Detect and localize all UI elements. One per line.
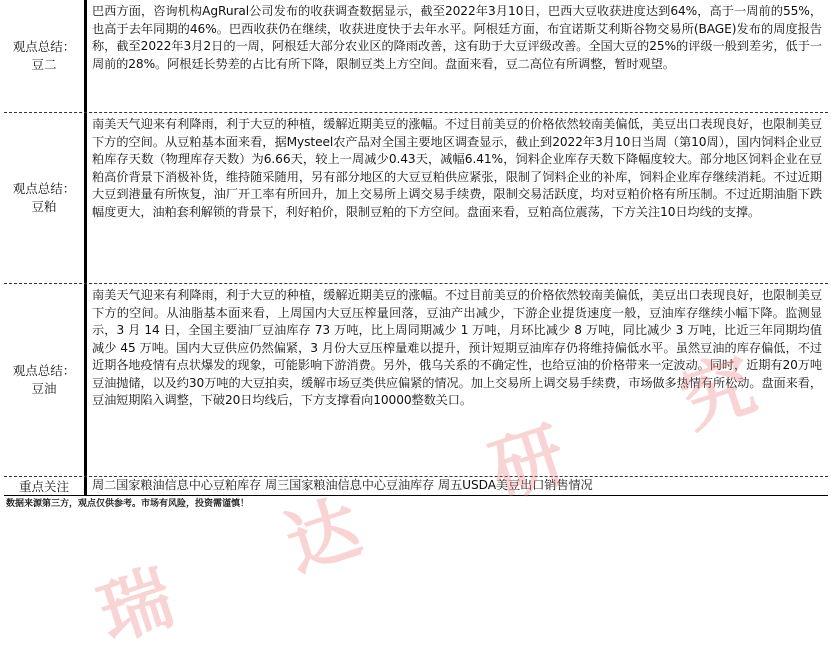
row-label [4, 113, 84, 283]
row-content: 南美天气迎来有利降雨，利于大豆的种植，缓解近期美豆的涨幅。不过目前美豆的价格依然较南美偏低，美豆出口表现良好，也限制美豆下方的空间。从豆粕基本面来看，据Mysteel农产品对全国主要地区调查显示，截止到2022年3月10日当周（第10周），国内饲料企业豆粕库存天数（物理库存天数）为6.66天，较上一周减少0.43天，减幅6.41%，饲料企业库存天数下降幅度较大。部分地区饲料企业在豆粕高价背景下消极补货，维持随采随用，另有部分地区的大豆豆粕供应紧张，限制了饲料企业的补库，饲料企业库存继续消耗。不过近期大豆到港量有所恢复，油厂开工率有所回升，加上交易所上调交易手续费，限制交易活跃度，均对豆粕价格有所压制。不过近期油脂下跌幅度更大，油粕套利解锁的背景下，利好粕价，限制豆粕的下方空间。盘面来看，豆粕高位震荡，下方关注10日均线的支撑。 [92, 117, 822, 219]
row-label-title: 观点总结： [12, 363, 76, 378]
disclaimer-text: 数据来源第三方，观点仅供参考。市场有风险，投资需谨慎！ [6, 499, 250, 509]
summary-table [4, 0, 828, 496]
table-row-focus [4, 477, 828, 496]
watermark-char: 究 [670, 340, 766, 444]
table-row-soyoil [4, 284, 828, 477]
focus-content: 周二国家粮油信息中心豆粕库存 周三国家粮油信息中心豆油库存 周五USDA美豆出口销售情况 [92, 478, 593, 492]
table-row-soybean2 [4, 0, 828, 113]
row-content: 巴西方面，咨询机构AgRural公司发布的收获调查数据显示，截至2022年3月10日，巴西大豆收获进度达到64%，高于一周前的55%，也高于去年同期的46%。巴西收获仍在继续，收获进度快于去年水平。阿根廷方面，布宜诺斯艾利斯谷物交易所(BAGE)发布的周度报告称，截至2022年3月2日的一周，阿根廷大部分农业区的降雨改善，这有助于大豆评级改善。全国大豆的25%的评级一般到差劣，低于一周前的28%。阿根廷长势差的占比有所下降，限制豆类上方空间。盘面来看，豆二高位有所调整，暂时观望。 [92, 4, 822, 71]
row-label [4, 284, 84, 476]
focus-label: 重点关注 [18, 478, 69, 494]
row-label-title: 观点总结： [12, 181, 76, 196]
watermark-char: 达 [275, 483, 371, 587]
row-content: 南美天气迎来有利降雨，利于大豆的种植，缓解近期美豆的涨幅。不过目前美豆的价格依然较南美偏低，美豆出口表现良好，也限制美豆下方的空间。从油脂基本面来看，上周国内大豆压榨量回落，豆油产出减少，下游企业提货速度一般，豆油库存继续小幅下降。监测显示，3 月 14 日，全国主要油厂豆油库存 73 万吨，比上周同期减少 1 万吨，月环比减少 8 万吨，同比减少 3 万吨，比近三年同期均值减少 45 万吨。国内大豆供应仍然偏紧，3 月份大豆压榨量难以提升，预计短期豆油库存仍将维持偏低水平。虽然豆油的库存偏低，不过近期各地疫情有点状爆发的现象，可能影响下游消费。另外，俄乌关系的不确定性，也给豆油的价格带来一定波动。同时，近期有20万吨豆油抛储，以及约30万吨的大豆拍卖，缓解市场豆类供应偏紧的情况。加上交易所上调交易手续费，市场做多热情有所松动。盘面来看，豆油短期陷入调整，下破20日均线后，下方支撑看向10000整数关口。 [92, 288, 822, 407]
watermark-char: 研 [480, 410, 576, 514]
table-row-soymeal [4, 113, 828, 284]
row-label [4, 0, 84, 112]
row-label-commodity: 豆二 [31, 57, 57, 72]
row-label-title: 观点总结： [12, 39, 76, 54]
row-label-commodity: 豆油 [31, 381, 57, 396]
watermark-char: 瑞 [88, 553, 184, 657]
row-label-commodity: 豆粕 [31, 199, 57, 214]
